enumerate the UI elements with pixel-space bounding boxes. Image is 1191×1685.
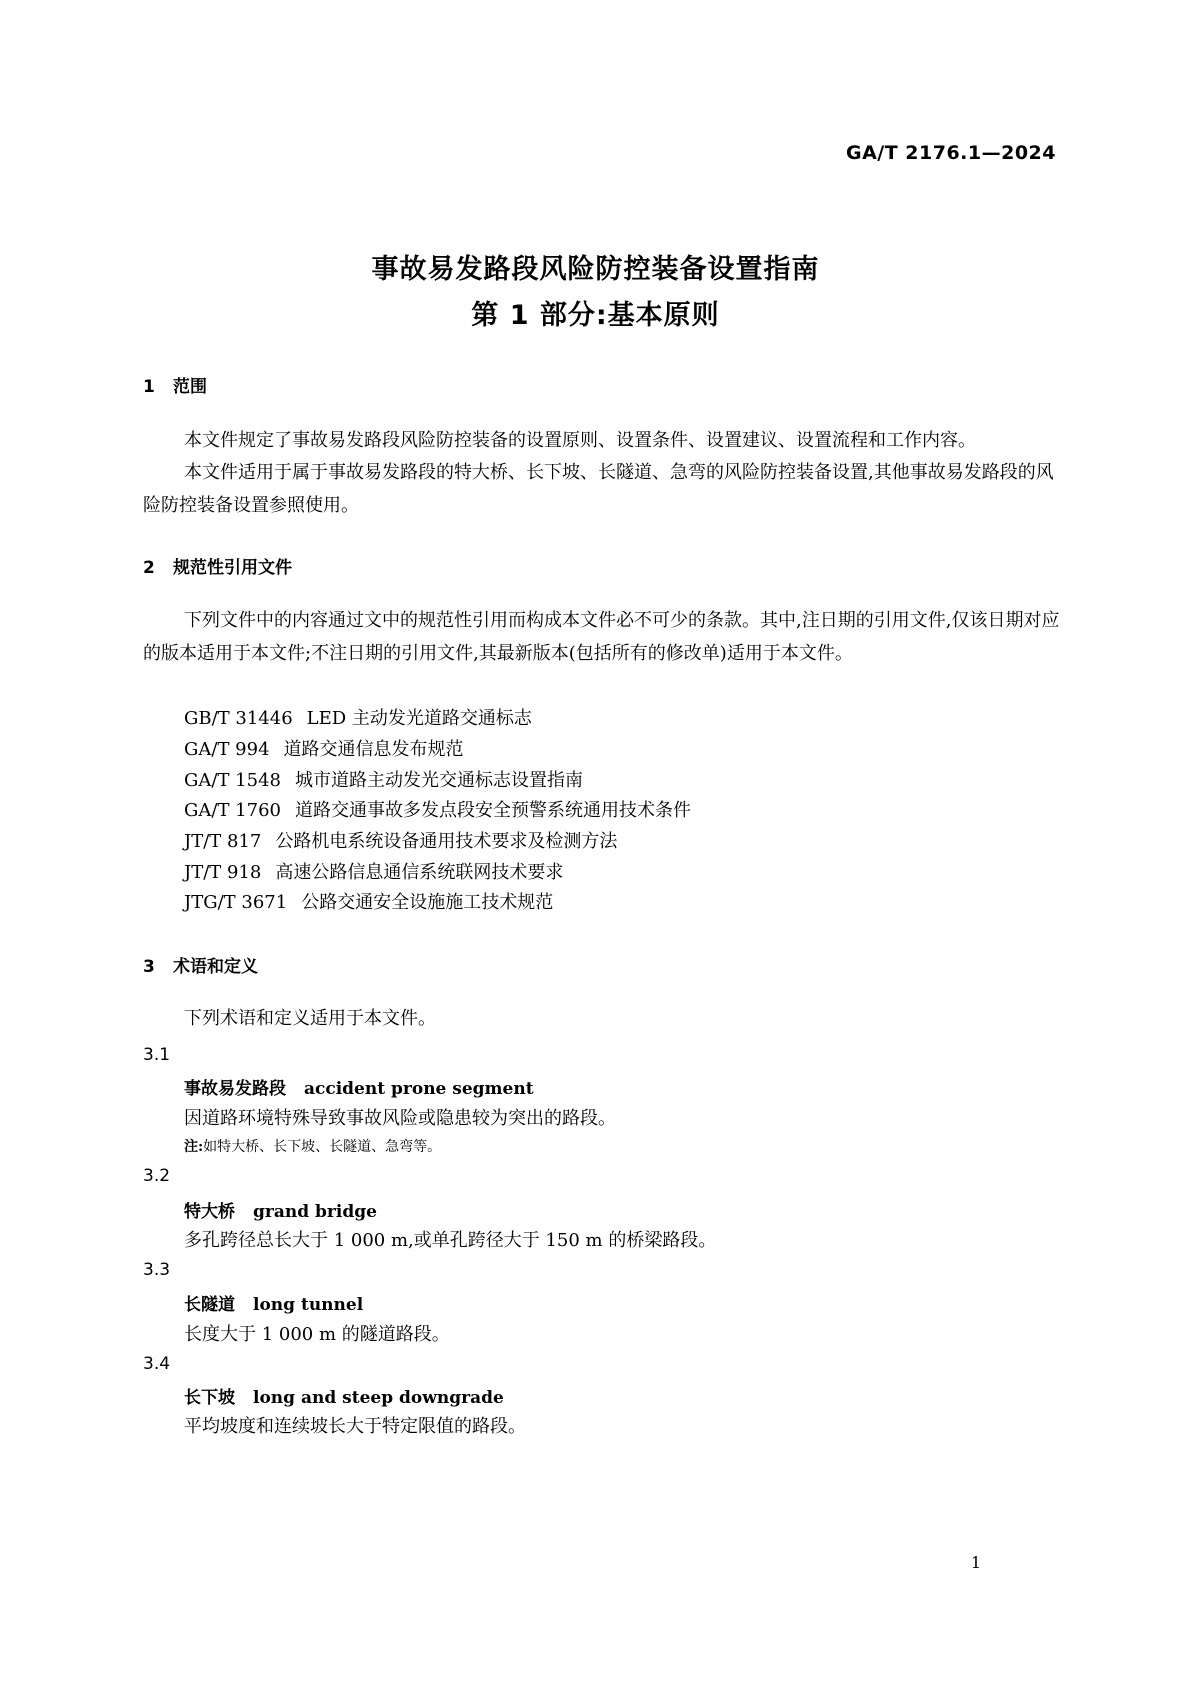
scope-paragraph-1: 本文件规定了事故易发路段风险防控装备的设置原则、设置条件、设置建议、设置流程和工作内容。 <box>184 430 976 451</box>
reference-code: JT/T 918 <box>184 862 262 883</box>
clause-number: 3.4 <box>143 1354 171 1374</box>
term-heading <box>184 1197 377 1222</box>
term-chinese: 特大桥 <box>184 1202 235 1222</box>
reference-title: 道路交通事故多发点段安全预警系统通用技术条件 <box>294 800 691 821</box>
reference-item <box>184 827 617 853</box>
section-number: 2 <box>143 558 155 578</box>
reference-title: 城市道路主动发光交通标志设置指南 <box>294 770 583 791</box>
reference-title: 公路交通安全设施施工技术规范 <box>301 892 554 913</box>
page-number: 1 <box>970 1553 981 1572</box>
term-definition: 因道路环境特殊导致事故风险或隐患较为突出的路段。 <box>184 1108 616 1129</box>
reference-code: GB/T 31446 <box>184 708 293 729</box>
section-heading-normative-references <box>143 553 292 578</box>
standard-code: GA/T 2176.1—2024 <box>845 142 1056 164</box>
section-title: 规范性引用文件 <box>173 558 292 578</box>
clause-number: 3.3 <box>143 1260 171 1280</box>
term-chinese: 长隧道 <box>184 1295 235 1315</box>
term-english: long tunnel <box>253 1295 364 1315</box>
reference-code: GA/T 994 <box>184 739 270 760</box>
term-definition: 长度大于 1 000 m 的隧道路段。 <box>184 1324 450 1345</box>
reference-item <box>184 766 583 792</box>
reference-item <box>184 796 691 822</box>
clause-number: 3.2 <box>143 1166 171 1186</box>
document-subtitle: 第 1 部分:基本原则 <box>471 300 720 331</box>
note-label: 注: <box>184 1139 204 1155</box>
term-note <box>184 1136 441 1156</box>
document-title: 事故易发路段风险防控装备设置指南 <box>371 254 820 285</box>
reference-item <box>184 704 532 730</box>
terms-intro: 下列术语和定义适用于本文件。 <box>184 1008 436 1029</box>
clause-number: 3.1 <box>143 1045 171 1065</box>
reference-code: JTG/T 3671 <box>184 892 288 913</box>
scope-paragraph-2: 本文件适用于属于事故易发路段的特大桥、长下坡、长隧道、急弯的风险防控装备设置,其他事故易发路段的风险防控装备设置参照使用。 <box>143 462 1054 516</box>
term-chinese: 长下坡 <box>184 1388 235 1408</box>
term-heading <box>184 1290 363 1315</box>
reference-item <box>184 888 553 914</box>
references-intro: 下列文件中的内容通过文中的规范性引用而构成本文件必不可少的条款。其中,注日期的引用文件,仅该日期对应的版本适用于本文件;不注日期的引用文件,其最新版本(包括所有的修改单)适用于本文件。 <box>143 610 1060 664</box>
section-title: 范围 <box>173 377 207 397</box>
section-number: 1 <box>143 377 155 397</box>
reference-title: 公路机电系统设备通用技术要求及检测方法 <box>275 831 618 852</box>
note-text: 如特大桥、长下坡、长隧道、急弯等。 <box>203 1139 442 1155</box>
section-heading-terms <box>143 952 258 977</box>
reference-code: JT/T 817 <box>184 831 262 852</box>
term-english: accident prone segment <box>304 1079 534 1099</box>
term-heading <box>184 1074 534 1099</box>
section-title: 术语和定义 <box>173 957 258 977</box>
reference-code: GA/T 1548 <box>184 770 281 791</box>
term-english: long and steep downgrade <box>253 1388 504 1408</box>
term-definition: 多孔跨径总长大于 1 000 m,或单孔跨径大于 150 m 的桥梁路段。 <box>184 1230 717 1251</box>
reference-code: GA/T 1760 <box>184 800 281 821</box>
term-chinese: 事故易发路段 <box>184 1079 286 1099</box>
reference-item <box>184 858 563 884</box>
term-definition: 平均坡度和连续坡长大于特定限值的路段。 <box>184 1416 526 1437</box>
section-heading-scope <box>143 372 207 397</box>
term-heading <box>184 1383 504 1408</box>
section-number: 3 <box>143 957 155 977</box>
reference-title: 道路交通信息发布规范 <box>283 739 464 760</box>
reference-item <box>184 735 464 761</box>
reference-title: LED 主动发光道路交通标志 <box>306 708 532 729</box>
reference-title: 高速公路信息通信系统联网技术要求 <box>275 862 564 883</box>
term-english: grand bridge <box>253 1202 377 1222</box>
